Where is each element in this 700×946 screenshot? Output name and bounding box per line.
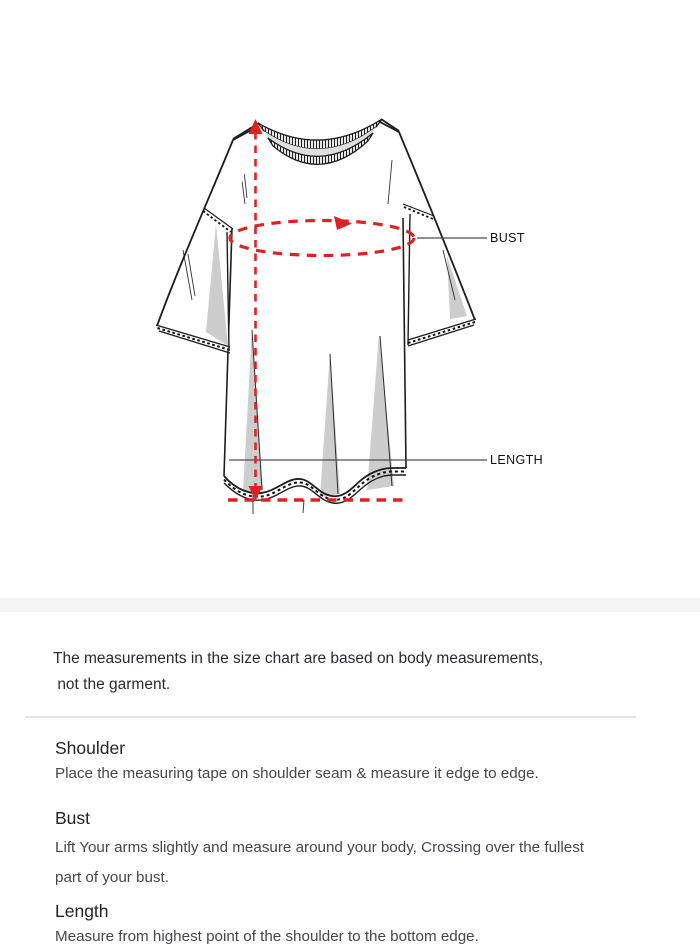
length-section-title: Length <box>55 901 109 921</box>
horizontal-rule <box>25 716 636 718</box>
bust-figure-label: BUST <box>490 231 525 245</box>
bust-body-line-1: Lift Your arms slightly and measure around your body, Crossing over the fullest <box>55 839 585 856</box>
length-figure-label: LENGTH <box>490 453 544 467</box>
measurement-note <box>53 646 543 698</box>
bust-body-line-2: part of your bust. <box>55 869 169 886</box>
bust-section-title: Bust <box>55 808 91 828</box>
bust-section-body <box>55 833 635 893</box>
shoulder-section-body <box>55 762 635 786</box>
length-body-line-1: Measure from highest point of the shoulder to the bottom edge. <box>55 928 479 945</box>
note-line-2: not the garment. <box>53 676 171 693</box>
note-line-1: The measurements in the size chart are based on body measurements, <box>53 650 544 667</box>
section-divider-band <box>0 598 700 612</box>
shoulder-body-line-1: Place the measuring tape on shoulder seam & measure it edge to edge. <box>55 765 539 782</box>
length-section-body <box>55 925 635 946</box>
shoulder-section-title: Shoulder <box>55 738 126 758</box>
